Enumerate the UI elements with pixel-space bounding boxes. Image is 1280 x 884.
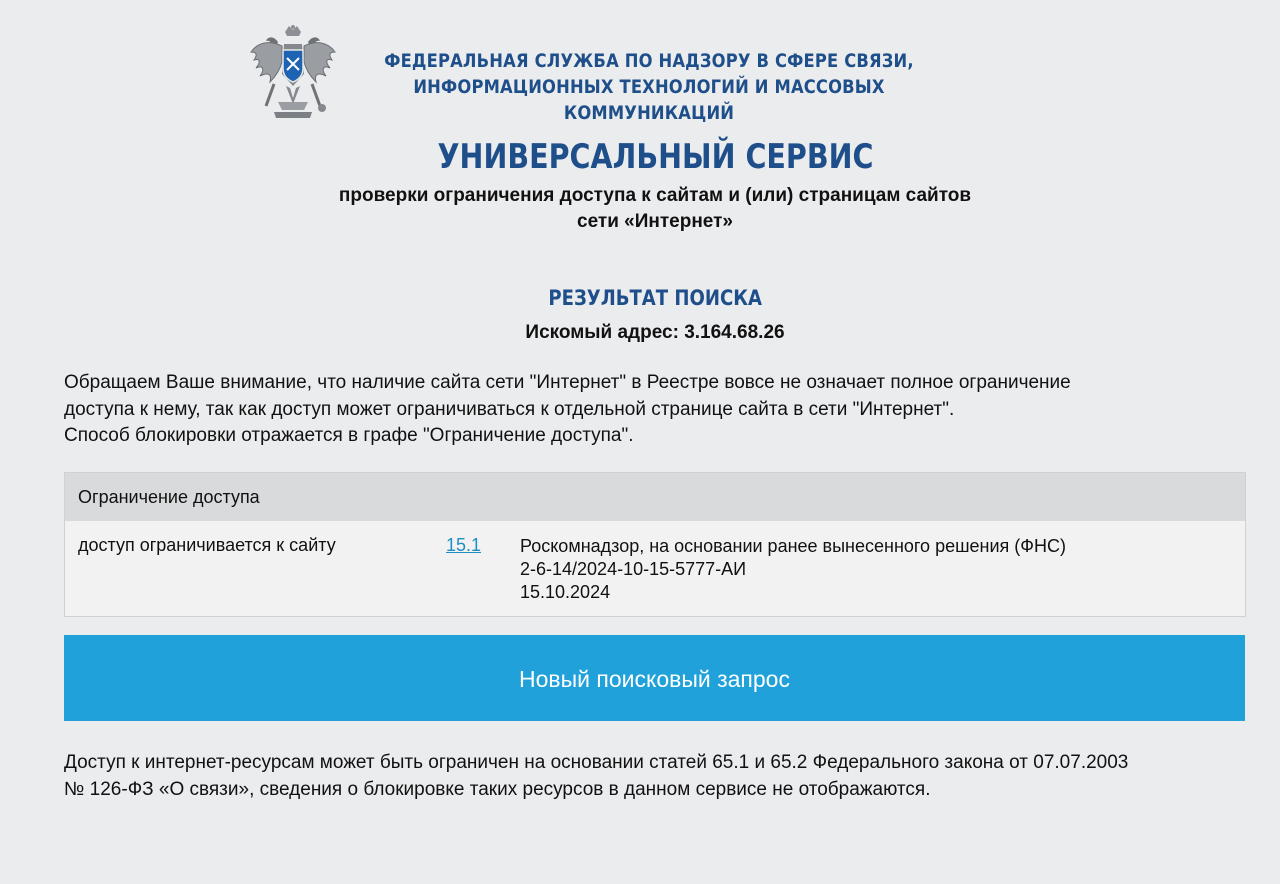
footer-note-line2: № 126-ФЗ «О связи», сведения о блокировке таких ресурсов в данном сервисе не отображаются. (64, 778, 931, 800)
footer-note-line1: Доступ к интернет-ресурсам может быть ограничен на основании статей 65.1 и 65.2 Федерального закона от 07.07.2003 (64, 752, 1129, 773)
agency-name-line2: ИНФОРМАЦИОННЫХ ТЕХНОЛОГИЙ И МАССОВЫХ КОММУНИКАЦИЙ (413, 76, 885, 124)
double-headed-eagle-emblem-icon (248, 24, 338, 120)
table-row (65, 521, 1245, 615)
article-link[interactable]: 15.1 (446, 535, 482, 555)
block-notice (64, 370, 1244, 450)
footer-note (64, 750, 1254, 803)
decision-number: 2-6-14/2024-10-15-5777-АИ (520, 559, 747, 579)
service-subtitle (0, 183, 1280, 235)
service-title (0, 136, 1280, 178)
restriction-details (520, 535, 1066, 604)
notice-line1: Обращаем Ваше внимание, что наличие сайта сети "Интернет" в Реестре вовсе не означает полное ограничение (64, 372, 1071, 393)
restriction-authority: Роскомнадзор, на основании ранее вынесенного решения (ФНС) (520, 536, 1066, 556)
new-search-button[interactable]: Новый поисковый запрос (64, 635, 1245, 721)
agency-name (348, 48, 950, 126)
searched-address: Искомый адрес: 3.164.68.26 (525, 322, 785, 343)
restriction-type: доступ ограничивается к сайту (78, 535, 336, 555)
service-subtitle-line2: сети «Интернет» (577, 211, 733, 232)
service-subtitle-line1: проверки ограничения доступа к сайтам и (или) страницам сайтов (338, 185, 972, 206)
notice-line3: Способ блокировки отражается в графе "Ограничение доступа". (64, 425, 634, 446)
restriction-table (64, 472, 1246, 617)
site-header (248, 24, 1038, 124)
notice-line2: доступа к нему, так как доступ может ограничиваться к отдельной странице сайта в сети "Интернет". (64, 398, 955, 420)
result-title-text: РЕЗУЛЬТАТ ПОИСКА (548, 286, 762, 310)
agency-name-line1: ФЕДЕРАЛЬНАЯ СЛУЖБА ПО НАДЗОРУ В СФЕРЕ СВЯЗИ, (384, 50, 914, 72)
result-title (0, 284, 1280, 312)
service-title-text: УНИВЕРСАЛЬНЫЙ СЕРВИС (437, 137, 873, 177)
decision-date: 15.10.2024 (520, 582, 611, 602)
restriction-table-header: Ограничение доступа (65, 473, 1245, 521)
